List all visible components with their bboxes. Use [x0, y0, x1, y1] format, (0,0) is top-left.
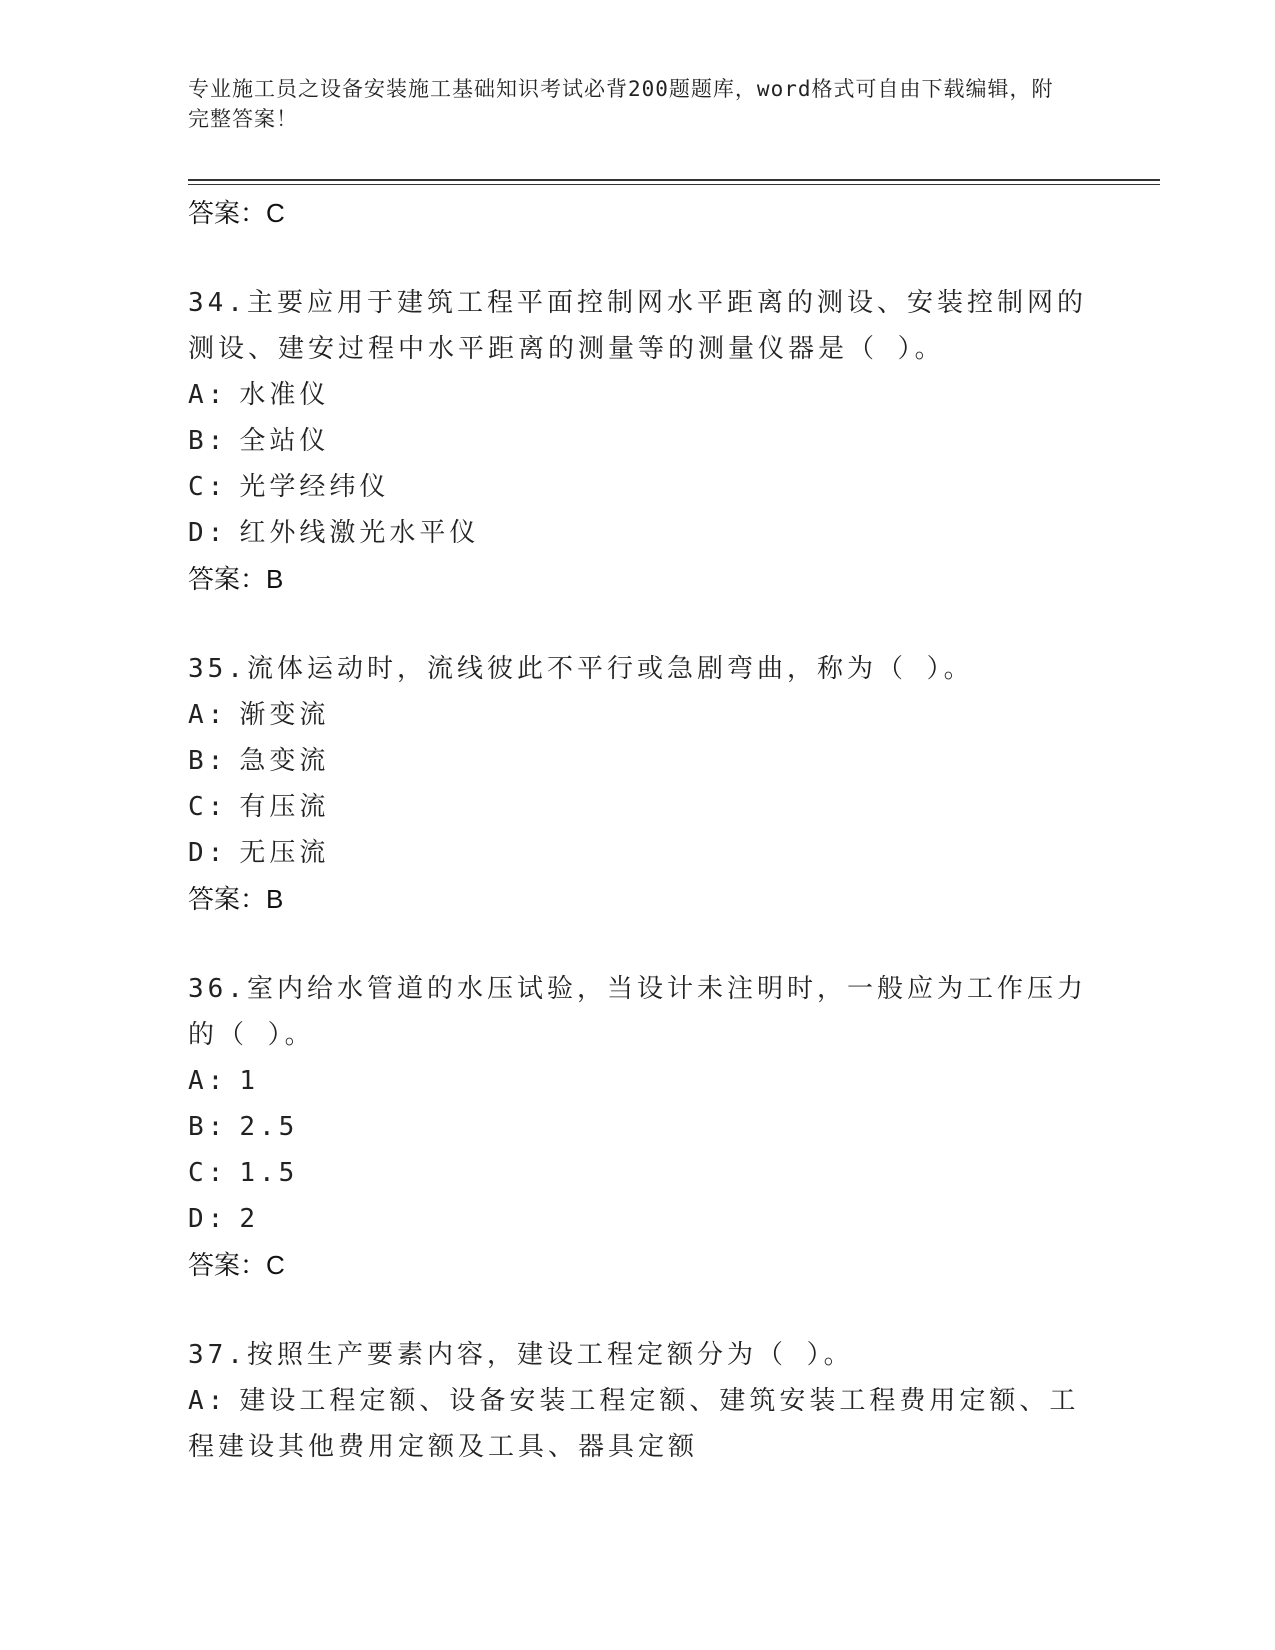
header-divider-thick [188, 179, 1160, 181]
option-text: 光学经纬仪 [239, 472, 390, 502]
option-c [188, 1150, 1088, 1196]
option-label: B: [188, 1112, 228, 1142]
option-label: C: [188, 792, 228, 822]
option-label: A: [188, 380, 228, 410]
option-a [188, 1378, 1088, 1470]
option-d [188, 510, 1088, 556]
answer-line: 答案：B [188, 884, 284, 914]
option-text: 2 [239, 1204, 259, 1234]
option-a [188, 372, 1088, 418]
option-label: B: [188, 746, 228, 776]
option-label: D: [188, 1204, 228, 1234]
question-text: 37.按照生产要素内容，建设工程定额分为（ ）。 [188, 1340, 854, 1370]
option-b [188, 1104, 1088, 1150]
option-text: 渐变流 [239, 700, 330, 730]
option-b [188, 418, 1088, 464]
question-36 [188, 966, 1088, 1288]
question-37 [188, 1332, 1088, 1470]
question-35 [188, 646, 1088, 922]
question-list [188, 190, 1088, 1470]
option-text: 有压流 [239, 792, 330, 822]
option-label: A: [188, 1386, 228, 1416]
answer-line: 答案：C [188, 1250, 285, 1280]
option-text: 1 [239, 1066, 259, 1096]
option-label: D: [188, 838, 228, 868]
page-header-title: 专业施工员之设备安装施工基础知识考试必背200题题库，word格式可自由下载编辑，附完整答案！ [188, 77, 1054, 131]
option-text: 建设工程定额、设备安装工程定额、建筑安装工程费用定额、工程建设其他费用定额及工具、器具定额 [188, 1386, 1080, 1462]
question-text: 35.流体运动时，流线彼此不平行或急剧弯曲，称为（ ）。 [188, 654, 974, 684]
option-label: B: [188, 426, 228, 456]
option-c [188, 784, 1088, 830]
option-text: 1.5 [239, 1158, 299, 1188]
question-text: 34.主要应用于建筑工程平面控制网水平距离的测设、安装控制网的测设、建安过程中水平距离的测量等的测量仪器是（ ）。 [188, 288, 1087, 364]
option-text: 2.5 [239, 1112, 299, 1142]
option-d [188, 1196, 1088, 1242]
option-label: C: [188, 1158, 228, 1188]
option-text: 急变流 [239, 746, 330, 776]
option-text: 无压流 [239, 838, 330, 868]
option-label: D: [188, 518, 228, 548]
option-a [188, 692, 1088, 738]
header-divider-thin [188, 184, 1160, 185]
option-text: 全站仪 [239, 426, 330, 456]
question-34 [188, 280, 1088, 602]
question-text: 36.室内给水管道的水压试验，当设计未注明时，一般应为工作压力的（ ）。 [188, 974, 1087, 1050]
answer-line: 答案：C [188, 198, 285, 228]
option-label: A: [188, 1066, 228, 1096]
option-d [188, 830, 1088, 876]
option-text: 水准仪 [239, 380, 330, 410]
option-label: C: [188, 472, 228, 502]
answer-line: 答案：B [188, 564, 284, 594]
option-label: A: [188, 700, 228, 730]
option-a [188, 1058, 1088, 1104]
option-text: 红外线激光水平仪 [239, 518, 480, 548]
option-c [188, 464, 1088, 510]
option-b [188, 738, 1088, 784]
